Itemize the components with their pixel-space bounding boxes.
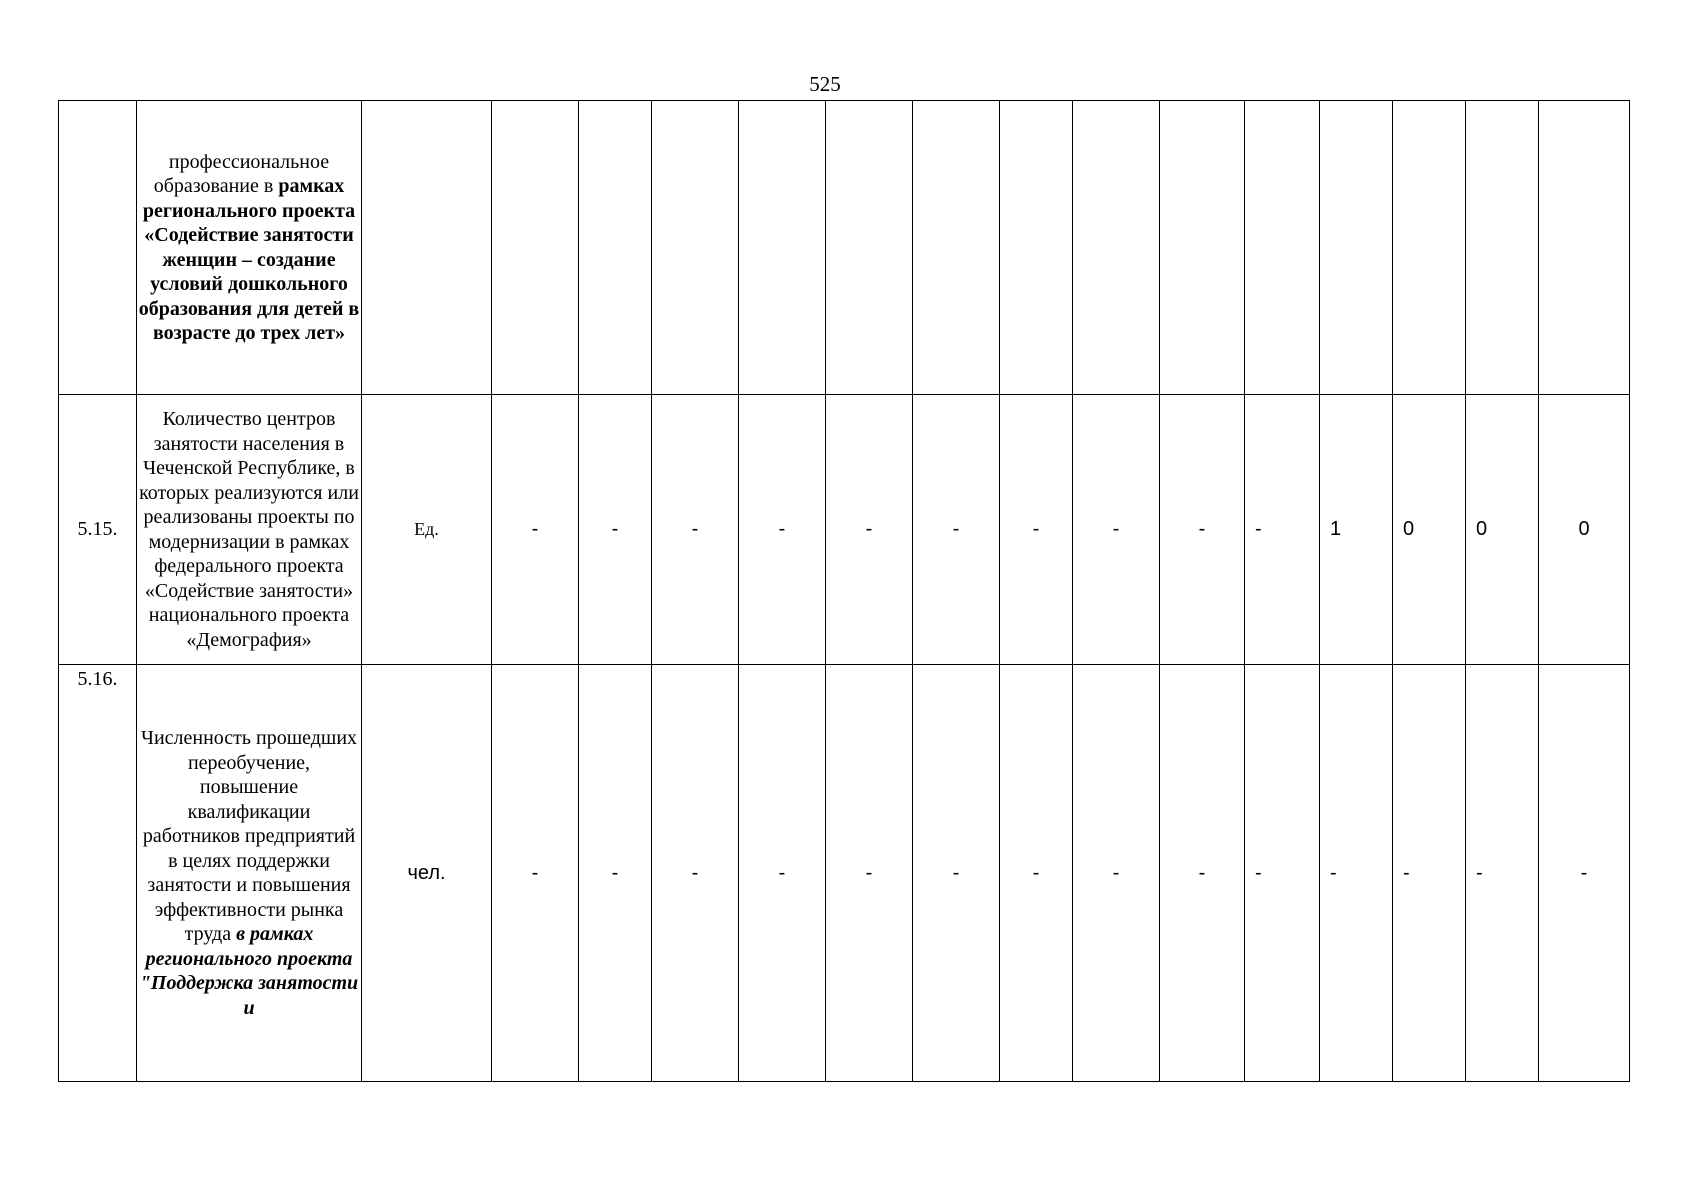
row-number: 5.16. bbox=[59, 665, 137, 1082]
indicator-name-plain: профессиональное образование в bbox=[153, 150, 330, 197]
table-row bbox=[59, 665, 1630, 1082]
indicator-name-plain: Численность прошедших переобучение, повышение квалификации работников предприятий в целях поддержки занятости и повышения эффективности рынка труда bbox=[140, 727, 358, 945]
last-value-cell: 0 bbox=[1539, 395, 1630, 665]
value-cell: 0 bbox=[1393, 395, 1466, 665]
value-cell: - bbox=[739, 395, 826, 665]
value-cell: - bbox=[1000, 665, 1073, 1082]
value-cell: - bbox=[1000, 395, 1073, 665]
table-row bbox=[59, 101, 1630, 395]
value-cell bbox=[739, 101, 826, 395]
value-cell bbox=[1466, 101, 1539, 395]
value-cell: - bbox=[1160, 665, 1245, 1082]
value-cell bbox=[1393, 101, 1466, 395]
value-cell: - bbox=[1245, 665, 1320, 1082]
indicator-name bbox=[137, 665, 362, 1082]
value-cell bbox=[1245, 101, 1320, 395]
value-cell bbox=[652, 101, 739, 395]
value-cell bbox=[826, 101, 913, 395]
value-cell bbox=[492, 101, 579, 395]
indicator-name-bold-italic: в рамках регионального проекта "Поддержка занятости и bbox=[139, 923, 359, 1019]
last-value-cell: - bbox=[1539, 665, 1630, 1082]
value-cell: - bbox=[652, 395, 739, 665]
unit-cell bbox=[362, 101, 492, 395]
last-value-cell bbox=[1539, 101, 1630, 395]
value-cell: - bbox=[1073, 665, 1160, 1082]
indicator-name bbox=[137, 101, 362, 395]
value-cell bbox=[1160, 101, 1245, 395]
value-cell: 1 bbox=[1320, 395, 1393, 665]
value-cell: - bbox=[1466, 665, 1539, 1082]
value-cell: - bbox=[739, 665, 826, 1082]
value-cell: - bbox=[826, 395, 913, 665]
value-cell bbox=[1073, 101, 1160, 395]
value-cell: - bbox=[826, 665, 913, 1082]
value-cell: - bbox=[492, 395, 579, 665]
value-cell: - bbox=[1160, 395, 1245, 665]
table-row bbox=[59, 395, 1630, 665]
value-cell bbox=[913, 101, 1000, 395]
row-number: 5.15. bbox=[59, 395, 137, 665]
value-cell: - bbox=[492, 665, 579, 1082]
value-cell: 0 bbox=[1466, 395, 1539, 665]
value-cell: - bbox=[1393, 665, 1466, 1082]
indicator-name-bold: рамках регионального проекта «Содействие занятости женщин – создание условий дошкольного образования для детей в возрасте до трех лет» bbox=[138, 175, 360, 344]
page-number: 525 bbox=[809, 72, 841, 96]
indicator-name: Количество центров занятости населения в Чеченской Республике, в которых реализуются или реализованы проекты по модернизации в рамках федерального проекта «Содействие занятости» национального проекта «Демография» bbox=[137, 395, 362, 665]
value-cell: - bbox=[579, 665, 652, 1082]
value-cell bbox=[579, 101, 652, 395]
value-cell: - bbox=[1073, 395, 1160, 665]
value-cell bbox=[1320, 101, 1393, 395]
value-cell bbox=[1000, 101, 1073, 395]
value-cell: - bbox=[1320, 665, 1393, 1082]
value-cell: - bbox=[913, 665, 1000, 1082]
row-number bbox=[59, 101, 137, 395]
indicators-table bbox=[58, 100, 1630, 1082]
unit-cell: Ед. bbox=[362, 395, 492, 665]
value-cell: - bbox=[1245, 395, 1320, 665]
value-cell: - bbox=[579, 395, 652, 665]
value-cell: - bbox=[652, 665, 739, 1082]
unit-cell: чел. bbox=[362, 665, 492, 1082]
value-cell: - bbox=[913, 395, 1000, 665]
